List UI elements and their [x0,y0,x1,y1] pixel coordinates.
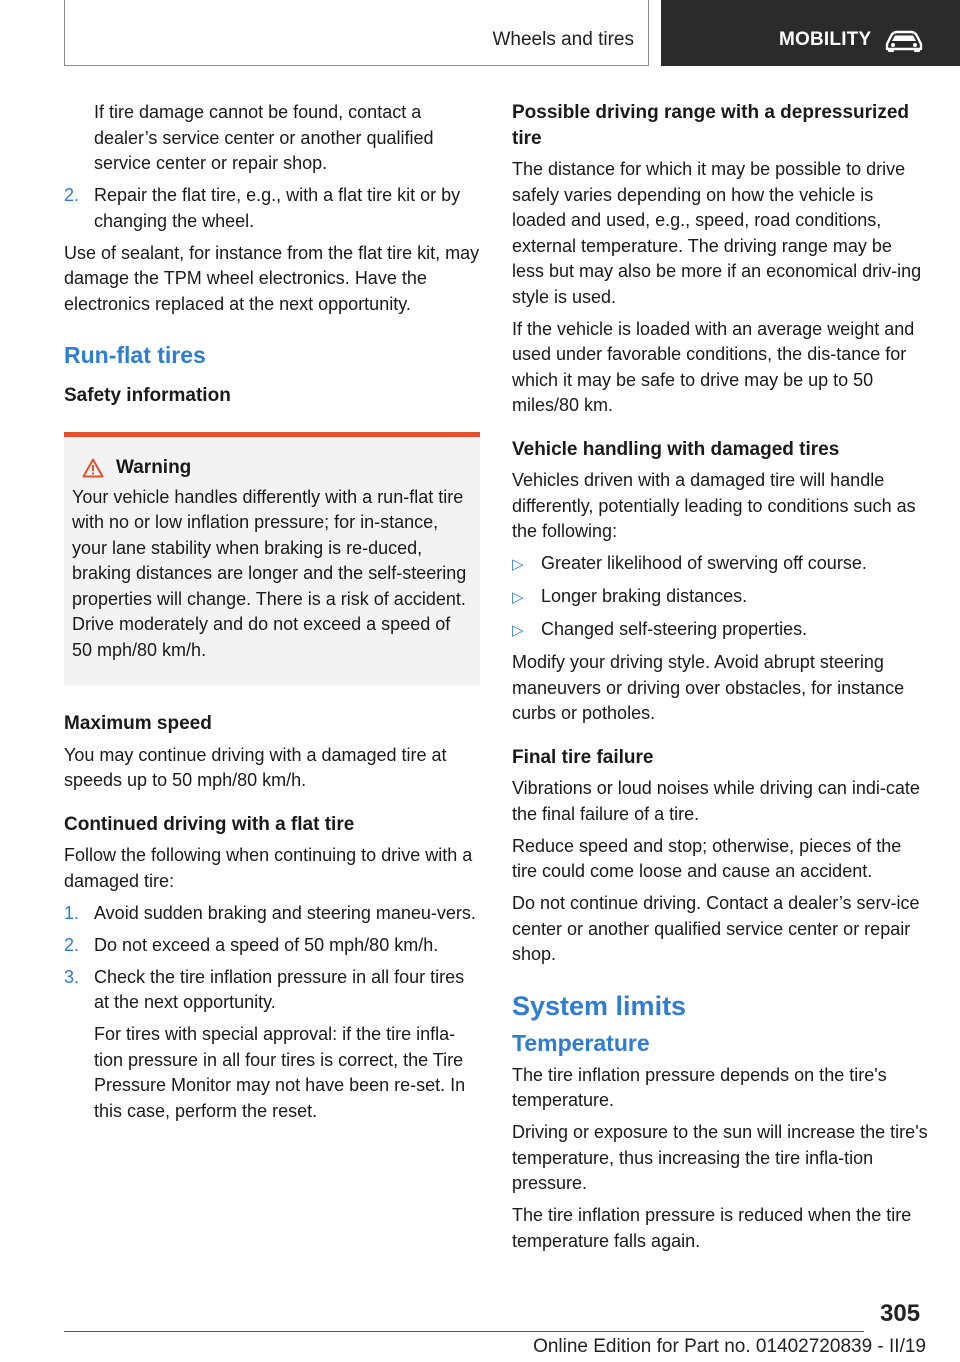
warning-triangle-icon [82,458,104,478]
heading-continued-driving: Continued driving with a flat tire [64,813,355,835]
warning-box [64,432,480,685]
warning-header [72,455,472,481]
paragraph-temperature-3: The tire inflation pressure is reduced when the tire temperature falls again. [512,1205,912,1251]
page-number: 305 [880,1300,921,1327]
list-item [512,551,928,578]
paragraph-final-failure-1: Vibrations or loud noises while driving can indi-cate the final failure of a tire. [512,778,920,824]
heading-safety-information: Safety information [64,384,231,406]
list-number: 3. [64,966,80,987]
list-item [64,183,480,234]
paragraph-continued-driving: Follow the following when continuing to drive with a damaged tire: [64,845,473,891]
car-icon [883,29,925,53]
paragraph-sealant: Use of sealant, for instance from the flat tire kit, may damage the TPM wheel electronics. Have the electronics replaced at the next opportunity. [64,242,480,314]
list-text: Avoid sudden braking and steering maneu-vers. [94,902,476,923]
list-item [512,584,928,611]
header-chapter-tab [661,0,960,66]
right-column [512,100,928,1261]
header-section-tab [64,0,649,66]
paragraph-temperature-1: The tire inflation pressure depends on the tire's temperature. [512,1064,887,1110]
heading-maximum-speed: Maximum speed [64,713,212,734]
heading-driving-range: Possible driving range with a depressurized tire [512,102,909,149]
list-item [512,617,928,644]
header-section-title: Wheels and tires [492,29,634,50]
paragraph-vehicle-handling: Vehicles driven with a damaged tire will handle differently, potentially leading to conditions such as the following: [512,470,916,541]
paragraph-final-failure-2: Reduce speed and stop; otherwise, pieces of the tire could come loose and cause an accident. [512,835,902,881]
footer-divider [64,1331,864,1332]
list-number: 2. [64,185,80,205]
paragraph-modify-driving: Modify your driving style. Avoid abrupt steering maneuvers or driving over obstacles, for instance curbs or potholes. [512,652,905,723]
heading-system-limits: System limits [512,990,687,1021]
warning-title: Warning [116,457,192,478]
heading-final-tire-failure: Final tire failure [512,746,654,768]
bullet-icon: ▷ [512,556,524,573]
heading-vehicle-handling: Vehicle handling with damaged tires [512,438,840,460]
paragraph-temperature-2: Driving or exposure to the sun will increase the tire's temperature, thus increasing the tire infla-tion pressure. [512,1122,928,1193]
list-text: Changed self-steering properties. [541,619,808,639]
list-number: 2. [64,934,80,955]
list-number: 1. [64,902,80,923]
heading-temperature: Temperature [512,1030,650,1056]
heading-run-flat-tires: Run-flat tires [64,342,206,368]
paragraph-maximum-speed: You may continue driving with a damaged tire at speeds up to 50 mph/80 km/h. [64,744,447,790]
paragraph-final-failure-3: Do not continue driving. Contact a dealer’s serv-ice center or another qualified service center or repair shop. [512,893,920,964]
list-item [64,933,480,959]
paragraph-driving-range-2: If the vehicle is loaded with an average weight and used under favorable conditions, the dis-tance for which it may be safe to drive may be up to 50 miles/80 km. [512,318,915,415]
list-text: Check the tire inflation pressure in all four tires at the next opportunity. [94,966,465,1012]
paragraph-special-approval: For tires with special approval: if the tire infla-tion pressure in all four tires is correct, the Tire Pressure Monitor may not have been re-set. In this case, perform the reset. [94,1024,466,1121]
list-text: Longer braking distances. [541,586,748,606]
left-column [64,100,480,1131]
list-text: Repair the flat tire, e.g., with a flat tire kit or by changing the wheel. [94,185,461,231]
list-item [64,901,480,927]
paragraph-damage-not-found: If tire damage cannot be found, contact a dealer’s service center or another qualified service center or repair shop. [94,102,434,173]
bullet-icon: ▷ [512,589,524,606]
footer-edition: Online Edition for Part no. 01402720839 - II/19 [533,1336,926,1357]
list-item [64,965,480,1016]
paragraph-driving-range-1: The distance for which it may be possible to drive safely varies depending on how the vehicle is loaded and used, e.g., speed, road conditions, external temperature. The driving range may be less but may also be more if an economical driv-ing style is used. [512,159,922,307]
bullet-icon: ▷ [512,622,524,639]
warning-text: Your vehicle handles differently with a run-flat tire with no or low inflation pressure; for in-stance, your lane stability when braking is re-duced, braking distances are longer and the self-steering properties will change. There is a risk of accident. Drive moderately and do not exceed a speed of 50 mph/80 km/h. [72,486,467,660]
header-chapter-title: MOBILITY [779,29,872,50]
list-text: Greater likelihood of swerving off course. [541,553,867,573]
list-text: Do not exceed a speed of 50 mph/80 km/h. [94,934,439,955]
